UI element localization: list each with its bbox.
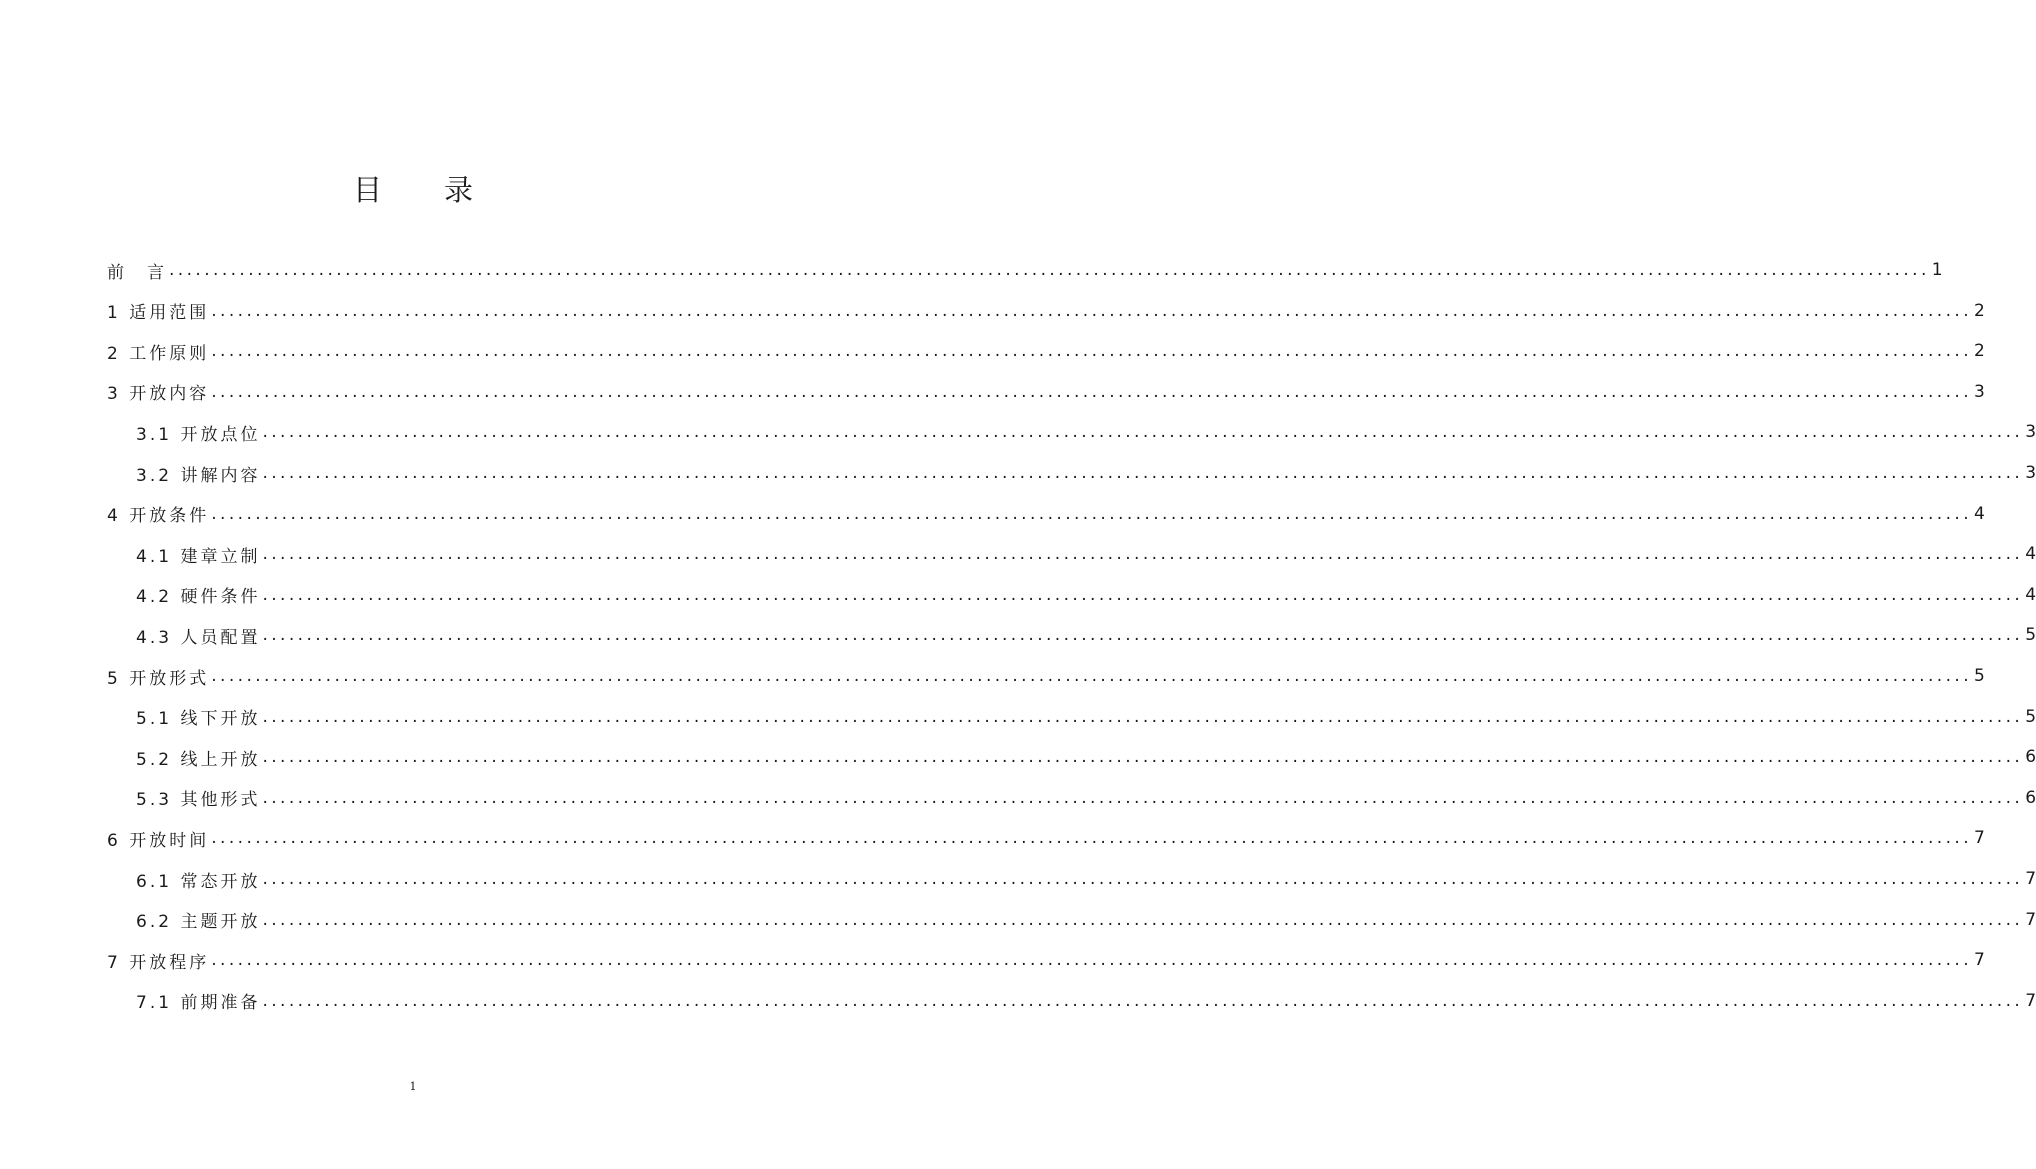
toc-entry[interactable]: [136, 699, 2036, 735]
toc-entry-page: 3: [1974, 381, 1985, 402]
toc-entry-page: 3: [2025, 422, 2036, 443]
toc-entry-page: 4: [2025, 584, 2036, 605]
toc-entry[interactable]: [136, 739, 2036, 775]
toc-entry[interactable]: [107, 820, 1985, 856]
toc-entry-page: 6: [2025, 787, 2036, 808]
toc-entry-label: 4.2 硬件条件: [136, 587, 261, 608]
toc-entry[interactable]: [136, 983, 2036, 1019]
toc-entry-label: 2 工作原则: [107, 343, 210, 364]
toc-entry-page: 4: [1974, 503, 1985, 524]
toc-entry-page: 7: [2025, 990, 2036, 1011]
toc-entry-label: 3 开放内容: [107, 384, 210, 405]
toc-leader-dots: ........................................................................................................................................................................................................: [169, 260, 1930, 280]
toc-entry-label: 5.3 其他形式: [136, 790, 261, 811]
toc-entry-label: 前 言: [107, 262, 167, 283]
toc-leader-dots: ........................................................................................................................................................................................................: [262, 909, 2024, 930]
toc-entry-label: 5.1 线下开放: [136, 709, 261, 730]
toc-leader-dots: ........................................................................................................................................................................................................: [211, 666, 1972, 686]
toc-entry-label: 7 开放程序: [107, 952, 210, 973]
toc-leader-dots: ........................................................................................................................................................................................................: [262, 625, 2024, 646]
toc-leader-dots: ........................................................................................................................................................................................................: [262, 544, 2024, 565]
toc-entry-label: 4.3 人员配置: [136, 627, 261, 648]
toc-leader-dots: ........................................................................................................................................................................................................: [211, 300, 1972, 321]
toc-entry[interactable]: [107, 374, 1985, 410]
toc-entry[interactable]: [107, 293, 1985, 329]
toc-entry-label: 1 适用范围: [107, 303, 210, 324]
toc-entry-label: 6.1 常态开放: [136, 871, 261, 892]
toc-entry[interactable]: [136, 455, 2036, 491]
toc-entry-label: 7.1 前期准备: [136, 993, 261, 1014]
toc-leader-dots: ........................................................................................................................................................................................................: [211, 828, 1972, 849]
toc-leader-dots: ........................................................................................................................................................................................................: [211, 341, 1972, 362]
toc-entry-page: 1: [1931, 260, 1943, 280]
toc-entry[interactable]: [136, 414, 2036, 450]
toc-entry[interactable]: [107, 658, 1985, 694]
toc-leader-dots: ........................................................................................................................................................................................................: [262, 747, 2024, 768]
toc-leader-dots: ........................................................................................................................................................................................................: [262, 706, 2024, 727]
toc-entry[interactable]: [136, 902, 2036, 938]
toc-leader-dots: ........................................................................................................................................................................................................: [262, 787, 2024, 808]
toc-entry-label: 3.2 讲解内容: [136, 465, 261, 486]
toc-entry-page: 2: [1974, 341, 1985, 362]
toc-entry[interactable]: [107, 252, 1943, 288]
toc-entry[interactable]: [107, 942, 1985, 978]
toc-entry-page: 7: [2025, 869, 2036, 889]
toc-leader-dots: ........................................................................................................................................................................................................: [211, 503, 1972, 524]
toc-leader-dots: ........................................................................................................................................................................................................: [211, 950, 1972, 971]
title-char-1: 目: [352, 173, 382, 207]
toc-entry[interactable]: [136, 577, 2036, 613]
toc-entry-page: 3: [2025, 463, 2036, 483]
toc-leader-dots: ........................................................................................................................................................................................................: [262, 990, 2024, 1011]
toc-entry-page: 7: [1974, 828, 1985, 849]
toc-entry[interactable]: [136, 617, 2036, 653]
page-title: [0, 168, 826, 209]
toc-entry-page: 4: [2025, 544, 2036, 565]
toc-entry-label: 6.2 主题开放: [136, 912, 261, 933]
toc-entry[interactable]: [136, 861, 2036, 897]
toc-entry[interactable]: [107, 496, 1985, 532]
toc-entry-page: 5: [2025, 625, 2036, 646]
toc-leader-dots: ........................................................................................................................................................................................................: [211, 381, 1972, 402]
toc-entry-label: 3.1 开放点位: [136, 424, 261, 445]
toc-entry[interactable]: [136, 536, 2036, 572]
title-char-2: 录: [444, 173, 474, 207]
toc-entry-label: 5 开放形式: [107, 668, 210, 689]
toc-entry-label: 4.1 建章立制: [136, 546, 261, 567]
toc-entry[interactable]: [107, 333, 1985, 369]
toc-entry-page: 5: [2025, 706, 2036, 727]
toc-entry-page: 7: [2025, 909, 2036, 930]
toc-entry-page: 5: [1974, 666, 1985, 686]
toc-entry-page: 2: [1974, 300, 1985, 321]
toc-leader-dots: ........................................................................................................................................................................................................: [262, 422, 2024, 443]
toc-leader-dots: ........................................................................................................................................................................................................: [262, 869, 2024, 889]
page-number: 1: [409, 1080, 417, 1093]
toc-entry-label: 6 开放时间: [107, 830, 210, 851]
toc-entry-label: 5.2 线上开放: [136, 749, 261, 770]
toc-leader-dots: ........................................................................................................................................................................................................: [262, 463, 2024, 483]
toc-entry-page: 6: [2025, 747, 2036, 768]
toc-entry-page: 7: [1974, 950, 1985, 971]
toc-entry[interactable]: [136, 780, 2036, 816]
toc-entry-label: 4 开放条件: [107, 506, 210, 527]
toc-leader-dots: ........................................................................................................................................................................................................: [262, 584, 2024, 605]
